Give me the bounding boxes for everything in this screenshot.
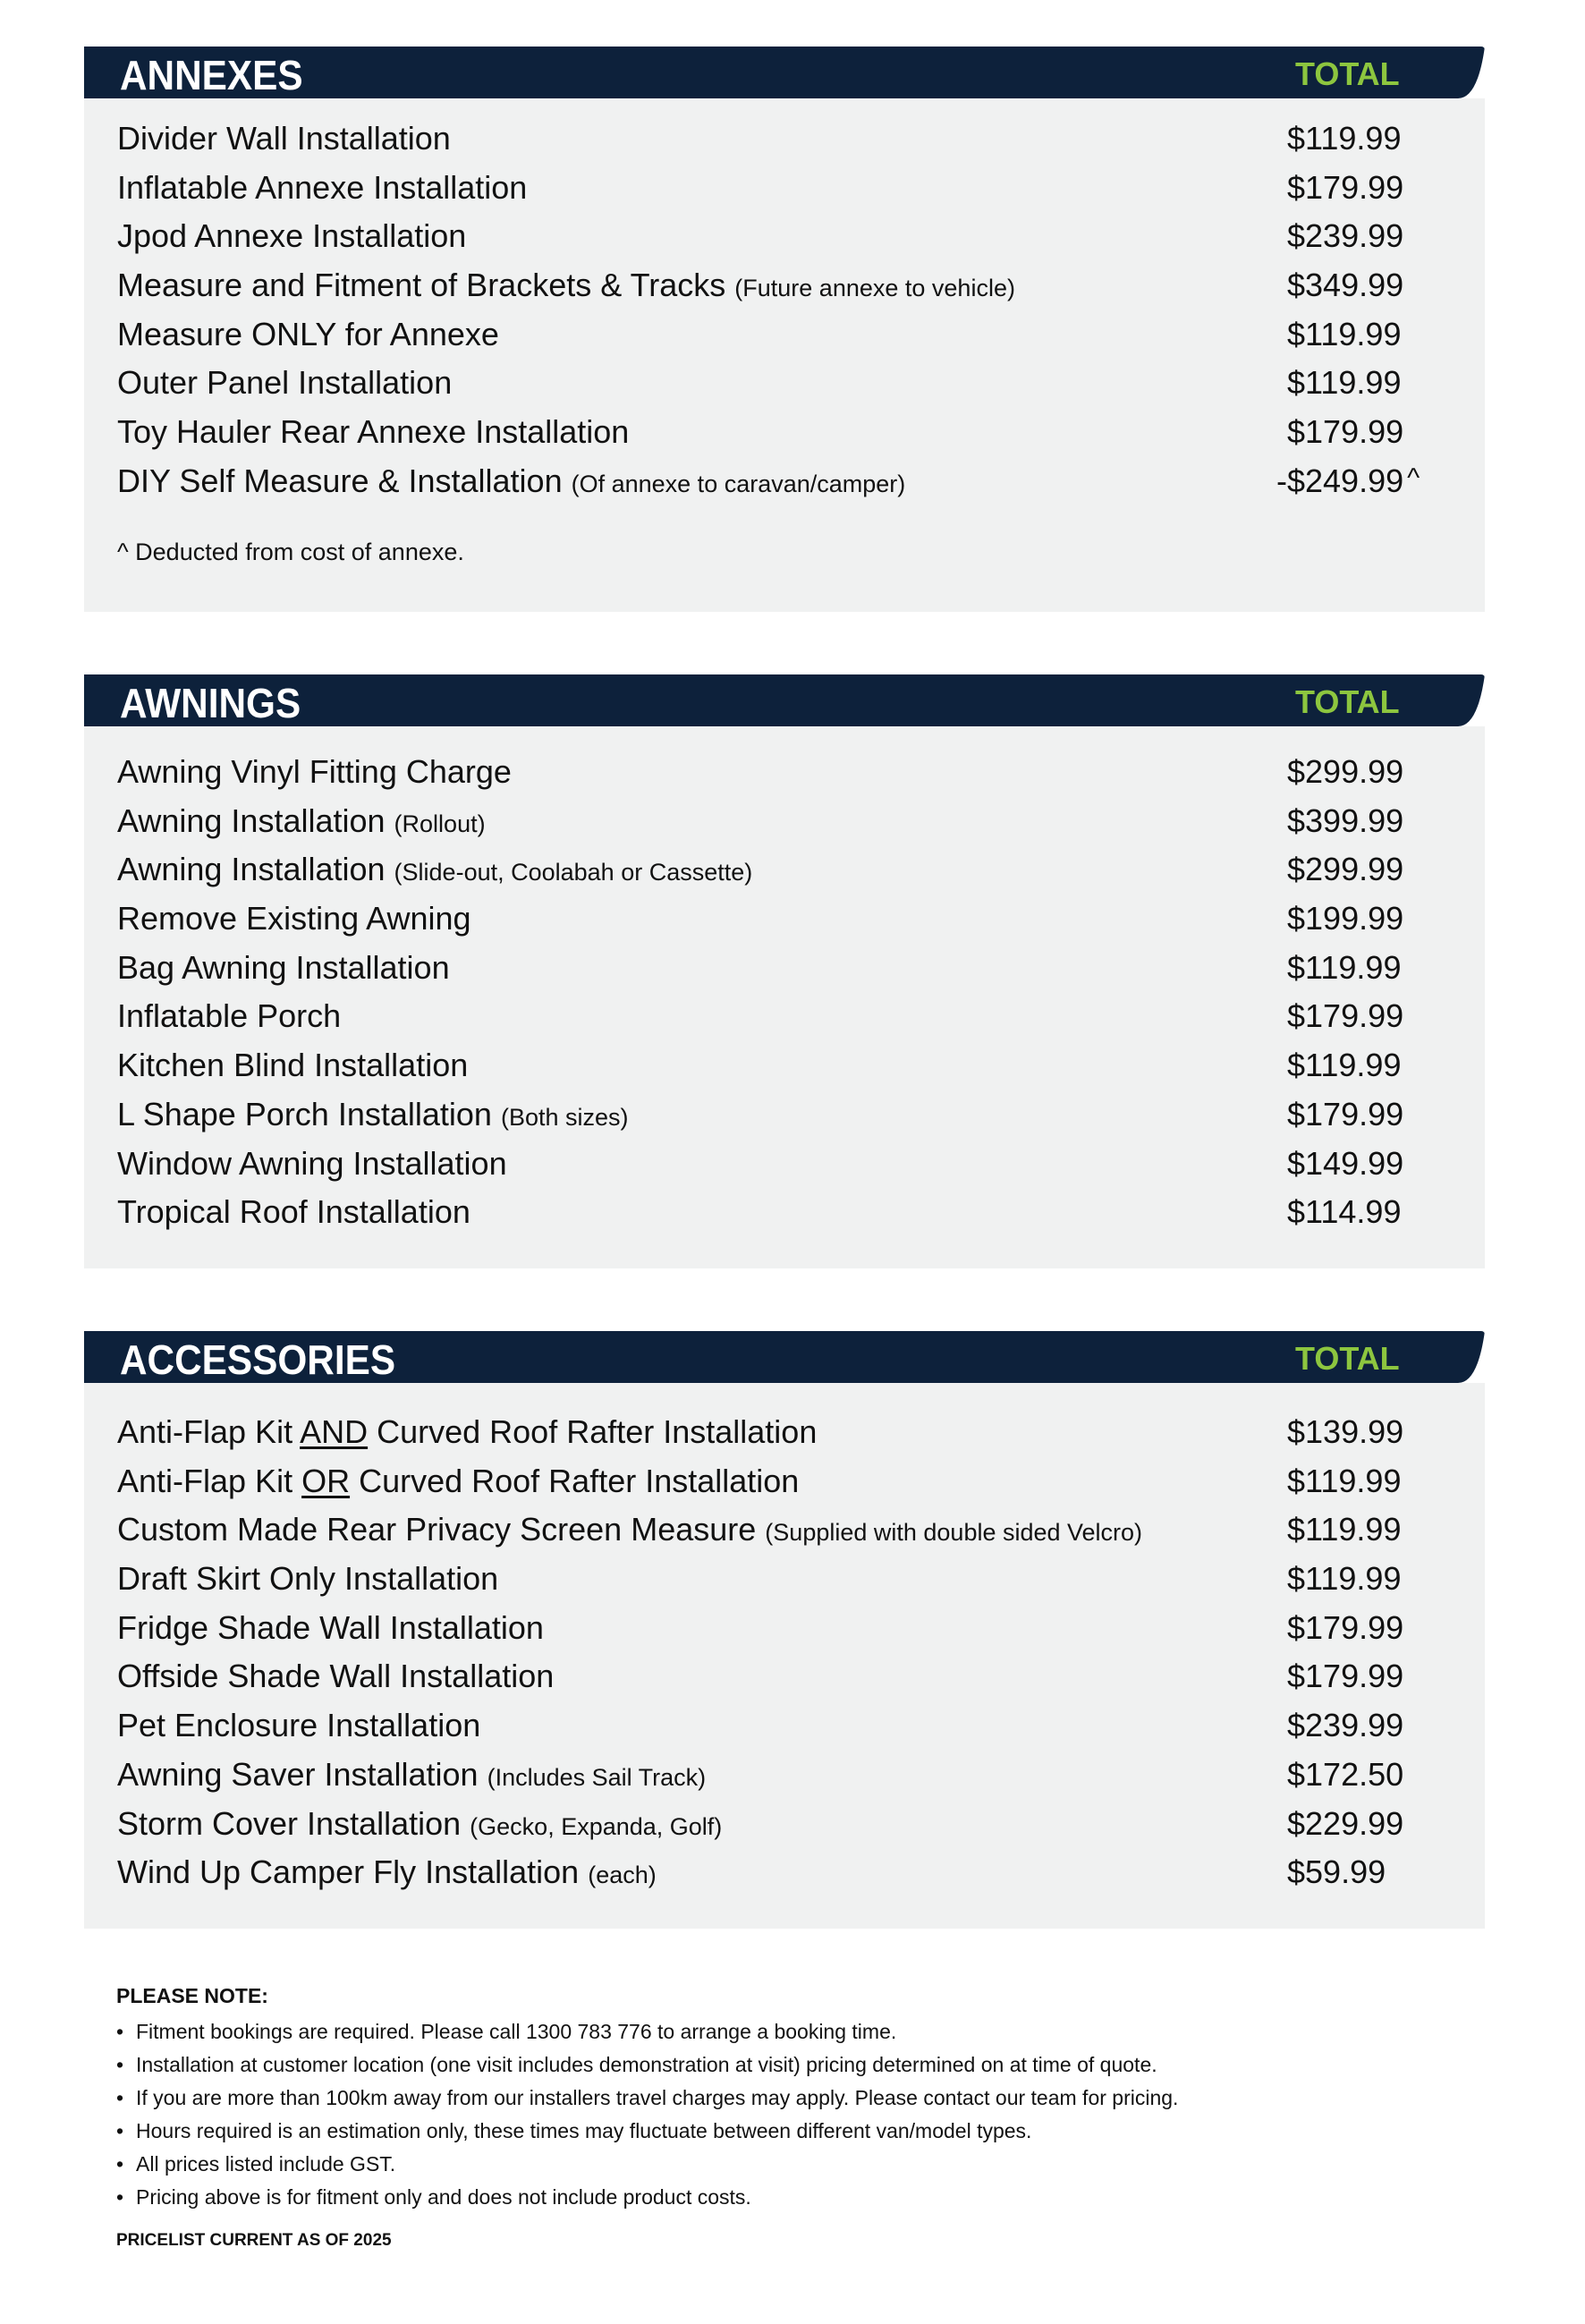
list-item: Divider Wall Installation $119.99 xyxy=(117,120,1402,157)
list-item: Pet Enclosure Installation $239.99 xyxy=(117,1707,1404,1744)
item-list xyxy=(84,98,1485,506)
note-item: • Installation at customer location (one visit includes demonstration at visit) pricing determined on at time of quote. xyxy=(116,2048,1458,2082)
accessories-section xyxy=(84,1331,1485,1929)
section-header xyxy=(84,1331,1485,1383)
list-item: DIY Self Measure & Installation (Of annexe to caravan/camper) -$249.99 ^ xyxy=(117,462,1420,499)
total-label: TOTAL xyxy=(1295,1340,1400,1377)
caret-marker: ^ xyxy=(1407,462,1420,493)
list-item: Awning Vinyl Fitting Charge $299.99 xyxy=(117,753,1404,790)
note-item: • If you are more than 100km away from our installers travel charges may apply. Please contact our team for pricing. xyxy=(116,2082,1458,2115)
list-item: L Shape Porch Installation (Both sizes) $179.99 xyxy=(117,1095,1404,1132)
list-item: Storm Cover Installation (Gecko, Expanda, Golf) $229.99 xyxy=(117,1804,1404,1842)
section-header xyxy=(84,47,1485,98)
note-item: • All prices listed include GST. xyxy=(116,2148,1458,2181)
header-corner-curve xyxy=(1422,674,1485,726)
list-item: Measure and Fitment of Brackets & Tracks (Future annexe to vehicle) $349.99 xyxy=(117,267,1404,304)
section-title: ANNEXES xyxy=(120,52,303,98)
please-note xyxy=(116,1984,1458,2214)
list-item: Offside Shade Wall Installation $179.99 xyxy=(117,1658,1404,1695)
note-item: • Pricing above is for fitment only and does not include product costs. xyxy=(116,2181,1458,2214)
list-item: Draft Skirt Only Installation $119.99 xyxy=(117,1560,1402,1598)
note-item: • Hours required is an estimation only, these times may fluctuate between different van/model types. xyxy=(116,2115,1458,2148)
note-item: • Fitment bookings are required. Please call 1300 783 776 to arrange a booking time. xyxy=(116,2015,1458,2048)
list-item: Fridge Shade Wall Installation $179.99 xyxy=(117,1608,1404,1646)
section-title: AWNINGS xyxy=(120,680,301,726)
header-corner-curve xyxy=(1422,47,1485,98)
notes-title: PLEASE NOTE: xyxy=(116,1984,268,2007)
list-item: Outer Panel Installation $119.99 xyxy=(117,364,1402,402)
item-list xyxy=(84,1383,1485,1897)
pricelist-current: PRICELIST CURRENT AS OF 2025 xyxy=(116,2231,392,2250)
list-item: Awning Installation (Rollout) $399.99 xyxy=(117,802,1404,839)
awnings-section xyxy=(84,674,1485,1268)
section-title: ACCESSORIES xyxy=(120,1336,396,1383)
notes-list xyxy=(116,2015,1458,2214)
list-item: Tropical Roof Installation $114.99 xyxy=(117,1193,1402,1231)
list-item: Anti-Flap Kit AND Curved Roof Rafter Installation $139.99 xyxy=(117,1413,1404,1450)
section-header xyxy=(84,674,1485,726)
list-item: Window Awning Installation $149.99 xyxy=(117,1144,1404,1182)
list-item: Measure ONLY for Annexe $119.99 xyxy=(117,315,1402,352)
list-item: Kitchen Blind Installation $119.99 xyxy=(117,1047,1402,1084)
total-label: TOTAL xyxy=(1295,55,1400,92)
list-item: Toy Hauler Rear Annexe Installation $179.99 xyxy=(117,413,1404,451)
list-item: Anti-Flap Kit OR Curved Roof Rafter Installation $119.99 xyxy=(117,1462,1402,1499)
list-item: Custom Made Rear Privacy Screen Measure (Supplied with double sided Velcro) $119.99 xyxy=(117,1511,1402,1548)
list-item: Awning Saver Installation (Includes Sail Track) $172.50 xyxy=(117,1755,1404,1793)
annexes-section xyxy=(84,47,1485,612)
list-item: Wind Up Camper Fly Installation (each) $59.99 xyxy=(117,1853,1386,1891)
list-item: Jpod Annexe Installation $239.99 xyxy=(117,217,1404,255)
list-item: Remove Existing Awning $199.99 xyxy=(117,900,1404,937)
list-item: Bag Awning Installation $119.99 xyxy=(117,948,1402,986)
list-item: Awning Installation (Slide-out, Coolabah or Cassette) $299.99 xyxy=(117,851,1404,888)
header-corner-curve xyxy=(1422,1331,1485,1383)
list-item: Inflatable Porch $179.99 xyxy=(117,997,1404,1035)
item-list xyxy=(84,726,1485,1237)
footnote: ^ Deducted from cost of annexe. xyxy=(117,539,464,565)
total-label: TOTAL xyxy=(1295,683,1400,720)
list-item: Inflatable Annexe Installation $179.99 xyxy=(117,168,1404,206)
